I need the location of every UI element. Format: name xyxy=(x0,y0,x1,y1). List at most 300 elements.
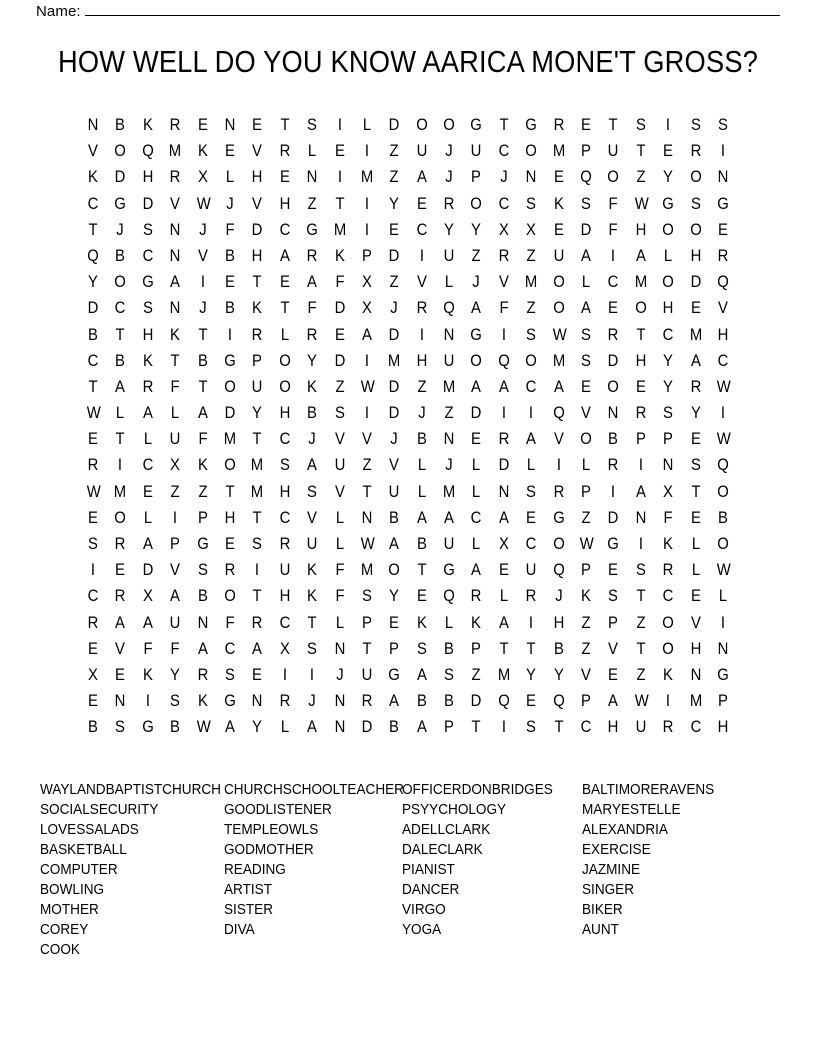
grid-cell[interactable]: J xyxy=(417,404,426,423)
grid-cell[interactable]: R xyxy=(471,587,482,606)
grid-cell[interactable]: H xyxy=(553,613,564,632)
grid-cell[interactable]: E xyxy=(608,665,619,684)
grid-cell[interactable]: L xyxy=(417,456,426,475)
grid-cell[interactable]: Y xyxy=(389,587,400,606)
grid-cell[interactable]: M xyxy=(442,377,456,396)
grid-cell[interactable]: C xyxy=(142,456,154,475)
grid-cell[interactable]: C xyxy=(498,194,510,213)
grid-cell[interactable]: S xyxy=(142,220,153,239)
word-list-item[interactable]: READING xyxy=(224,862,286,878)
grid-cell[interactable]: O xyxy=(525,351,538,370)
grid-cell[interactable]: R xyxy=(306,325,318,344)
grid-cell[interactable]: A xyxy=(416,718,427,737)
grid-cell[interactable]: Z xyxy=(444,404,454,423)
grid-cell[interactable]: R xyxy=(690,142,701,161)
grid-cell[interactable]: S xyxy=(526,325,537,344)
word-list-item[interactable]: MARYESTELLE xyxy=(582,802,681,818)
grid-cell[interactable]: E xyxy=(224,535,235,553)
grid-cell[interactable]: C xyxy=(580,718,592,737)
grid-cell[interactable]: J xyxy=(116,220,125,239)
word-list-item[interactable]: ALEXANDRIA xyxy=(582,822,668,838)
word-list-item[interactable]: ARTIST xyxy=(224,882,273,898)
grid-cell[interactable]: O xyxy=(717,535,729,553)
grid-cell[interactable]: X xyxy=(526,220,537,239)
grid-cell[interactable]: R xyxy=(169,116,181,134)
grid-cell[interactable]: K xyxy=(416,613,427,632)
grid-cell[interactable]: Z xyxy=(198,482,208,501)
grid-cell[interactable]: E xyxy=(389,220,400,239)
grid-cell[interactable]: R xyxy=(87,456,99,475)
grid-cell[interactable]: L xyxy=(472,535,481,553)
grid-cell[interactable]: N xyxy=(690,665,701,684)
grid-cell[interactable]: R xyxy=(717,246,729,265)
grid-cell[interactable]: G xyxy=(114,194,127,213)
grid-cell[interactable]: I xyxy=(529,404,534,423)
grid-cell[interactable]: W xyxy=(196,718,211,737)
grid-cell[interactable]: K xyxy=(581,587,591,606)
grid-cell[interactable]: I xyxy=(145,692,150,711)
grid-cell[interactable]: G xyxy=(470,325,483,344)
grid-cell[interactable]: M xyxy=(552,351,565,370)
grid-cell[interactable]: T xyxy=(608,116,618,134)
grid-cell[interactable]: J xyxy=(445,168,453,187)
grid-cell[interactable]: P xyxy=(471,168,482,187)
grid-cell[interactable]: C xyxy=(717,351,729,370)
grid-cell[interactable]: D xyxy=(361,718,373,737)
grid-cell[interactable]: N xyxy=(635,508,647,527)
grid-cell[interactable]: S xyxy=(690,116,701,134)
grid-cell[interactable]: O xyxy=(114,273,127,292)
grid-cell[interactable]: S xyxy=(718,116,728,134)
grid-cell[interactable]: D xyxy=(580,220,592,239)
grid-cell[interactable]: B xyxy=(416,430,427,449)
grid-cell[interactable]: L xyxy=(581,456,591,475)
grid-cell[interactable]: F xyxy=(225,220,235,239)
grid-cell[interactable]: O xyxy=(689,220,702,239)
grid-cell[interactable]: X xyxy=(361,299,372,318)
grid-cell[interactable]: O xyxy=(662,273,674,292)
grid-cell[interactable]: R xyxy=(525,587,537,606)
grid-cell[interactable]: O xyxy=(278,351,291,370)
grid-cell[interactable]: N xyxy=(361,508,373,527)
grid-cell[interactable]: C xyxy=(608,273,619,292)
grid-cell[interactable]: R xyxy=(197,665,208,684)
grid-cell[interactable]: I xyxy=(173,508,178,527)
grid-cell[interactable]: J xyxy=(554,587,563,606)
grid-cell[interactable]: R xyxy=(279,692,291,711)
grid-cell[interactable]: E xyxy=(334,142,345,161)
grid-cell[interactable]: A xyxy=(635,482,646,501)
grid-cell[interactable]: E xyxy=(416,194,427,213)
grid-cell[interactable]: P xyxy=(361,246,372,265)
grid-cell[interactable]: E xyxy=(663,142,674,161)
grid-cell[interactable]: L xyxy=(116,404,125,423)
grid-cell[interactable]: C xyxy=(416,220,428,239)
word-list-item[interactable]: CHURCHSCHOOLTEACHER xyxy=(224,782,404,798)
grid-cell[interactable]: I xyxy=(118,456,123,475)
grid-cell[interactable]: S xyxy=(526,718,537,737)
grid-cell[interactable]: S xyxy=(334,404,345,423)
grid-cell[interactable]: V xyxy=(197,246,208,265)
grid-cell[interactable]: T xyxy=(362,482,372,501)
grid-cell[interactable]: V xyxy=(718,299,728,318)
grid-cell[interactable]: C xyxy=(87,351,99,370)
grid-cell[interactable]: F xyxy=(170,377,180,396)
grid-cell[interactable]: D xyxy=(388,116,400,134)
grid-cell[interactable]: I xyxy=(364,194,369,213)
grid-cell[interactable]: A xyxy=(416,665,427,684)
grid-cell[interactable]: J xyxy=(390,299,399,318)
grid-cell[interactable]: U xyxy=(608,142,619,161)
grid-cell[interactable]: Y xyxy=(526,665,537,684)
grid-cell[interactable]: E xyxy=(252,116,263,134)
grid-cell[interactable]: A xyxy=(307,456,318,475)
grid-cell[interactable]: N xyxy=(169,220,181,239)
word-list-item[interactable]: BIKER xyxy=(582,902,623,918)
grid-cell[interactable]: U xyxy=(443,351,455,370)
grid-cell[interactable]: I xyxy=(611,482,616,501)
grid-cell[interactable]: T xyxy=(198,325,208,344)
grid-cell[interactable]: J xyxy=(308,430,316,449)
grid-cell[interactable]: V xyxy=(252,142,263,161)
grid-cell[interactable]: O xyxy=(552,273,565,292)
grid-cell[interactable]: G xyxy=(443,561,455,580)
grid-cell[interactable]: R xyxy=(635,404,647,423)
grid-cell[interactable]: E xyxy=(635,377,646,396)
grid-cell[interactable]: K xyxy=(663,665,674,684)
grid-cell[interactable]: D xyxy=(224,404,236,423)
grid-cell[interactable]: E xyxy=(553,168,564,187)
grid-cell[interactable]: R xyxy=(251,613,263,632)
grid-cell[interactable]: T xyxy=(115,325,125,344)
grid-cell[interactable]: A xyxy=(279,246,290,265)
grid-cell[interactable]: I xyxy=(501,718,506,737)
grid-cell[interactable]: A xyxy=(307,273,318,292)
grid-cell[interactable]: H xyxy=(635,220,647,239)
grid-cell[interactable]: O xyxy=(415,116,428,134)
grid-cell[interactable]: V xyxy=(361,430,372,449)
grid-cell[interactable]: R xyxy=(115,587,126,606)
word-list-item[interactable]: BOWLING xyxy=(40,882,105,898)
grid-cell[interactable]: H xyxy=(416,351,428,370)
grid-cell[interactable]: G xyxy=(717,665,729,684)
grid-cell[interactable]: I xyxy=(666,692,671,711)
grid-cell[interactable]: F xyxy=(225,613,235,632)
grid-cell[interactable]: D xyxy=(115,168,126,187)
grid-cell[interactable]: X xyxy=(663,482,674,501)
grid-cell[interactable]: T xyxy=(417,561,427,580)
grid-cell[interactable]: A xyxy=(498,613,509,632)
grid-cell[interactable]: U xyxy=(471,142,482,161)
grid-cell[interactable]: N xyxy=(197,613,208,632)
grid-cell[interactable]: H xyxy=(690,639,701,658)
grid-cell[interactable]: A xyxy=(361,325,372,344)
grid-cell[interactable]: C xyxy=(279,613,291,632)
grid-cell[interactable]: C xyxy=(662,587,674,606)
grid-cell[interactable]: H xyxy=(251,246,263,265)
grid-cell[interactable]: O xyxy=(552,299,565,318)
grid-cell[interactable]: K xyxy=(307,377,318,396)
grid-cell[interactable]: B xyxy=(197,351,208,370)
grid-cell[interactable]: T xyxy=(636,142,646,161)
grid-cell[interactable]: V xyxy=(608,639,619,658)
grid-cell[interactable]: C xyxy=(224,639,236,658)
grid-cell[interactable]: S xyxy=(444,665,455,684)
grid-cell[interactable]: V xyxy=(416,273,427,292)
grid-cell[interactable]: R xyxy=(608,456,619,475)
grid-cell[interactable]: K xyxy=(142,665,153,684)
grid-cell[interactable]: T xyxy=(362,639,372,658)
grid-cell[interactable]: D xyxy=(388,377,400,396)
grid-cell[interactable]: T xyxy=(691,482,701,501)
grid-cell[interactable]: E xyxy=(115,561,126,580)
grid-cell[interactable]: M xyxy=(168,142,182,161)
grid-cell[interactable]: D xyxy=(690,273,701,292)
grid-cell[interactable]: R xyxy=(87,613,99,632)
grid-cell[interactable]: Z xyxy=(471,665,482,684)
word-list-item[interactable]: SISTER xyxy=(224,902,274,918)
grid-cell[interactable]: I xyxy=(720,613,726,632)
word-list-item[interactable]: COOK xyxy=(40,942,80,958)
grid-cell[interactable]: P xyxy=(581,142,591,161)
grid-cell[interactable]: B xyxy=(444,639,455,658)
grid-cell[interactable]: O xyxy=(443,116,455,134)
grid-cell[interactable]: Y xyxy=(307,351,318,370)
grid-cell[interactable]: R xyxy=(361,692,373,711)
grid-cell[interactable]: L xyxy=(499,587,508,606)
grid-cell[interactable]: F xyxy=(608,220,618,239)
grid-cell[interactable]: Z xyxy=(334,377,345,396)
grid-cell[interactable]: I xyxy=(337,116,342,134)
grid-cell[interactable]: K xyxy=(170,325,181,344)
grid-cell[interactable]: U xyxy=(443,535,455,553)
grid-cell[interactable]: Z xyxy=(636,665,646,684)
word-list-item[interactable]: YOGA xyxy=(402,922,442,938)
grid-cell[interactable]: C xyxy=(498,142,510,161)
grid-cell[interactable]: L xyxy=(280,325,289,344)
grid-cell[interactable]: K xyxy=(142,351,153,370)
grid-cell[interactable]: L xyxy=(527,456,536,475)
grid-cell[interactable]: C xyxy=(87,587,99,606)
grid-cell[interactable]: C xyxy=(525,535,537,553)
grid-cell[interactable]: B xyxy=(718,508,728,527)
grid-cell[interactable]: Q xyxy=(443,587,455,606)
grid-cell[interactable]: D xyxy=(608,351,619,370)
grid-cell[interactable]: A xyxy=(581,299,591,318)
grid-cell[interactable]: V xyxy=(334,482,345,501)
grid-cell[interactable]: E xyxy=(224,142,235,161)
grid-cell[interactable]: V xyxy=(553,430,564,449)
grid-cell[interactable]: I xyxy=(501,404,506,423)
grid-cell[interactable]: O xyxy=(278,377,291,396)
grid-cell[interactable]: A xyxy=(635,246,646,265)
grid-cell[interactable]: R xyxy=(115,535,126,553)
grid-cell[interactable]: L xyxy=(280,718,289,737)
grid-cell[interactable]: N xyxy=(334,639,345,658)
grid-cell[interactable]: A xyxy=(553,377,564,396)
grid-cell[interactable]: E xyxy=(334,325,345,344)
grid-cell[interactable]: H xyxy=(717,718,729,737)
grid-cell[interactable]: X xyxy=(361,273,372,292)
grid-cell[interactable]: N xyxy=(443,430,455,449)
grid-cell[interactable]: N xyxy=(169,299,181,318)
grid-cell[interactable]: S xyxy=(581,325,591,344)
grid-cell[interactable]: E xyxy=(526,692,537,711)
grid-cell[interactable]: W xyxy=(634,692,649,711)
grid-cell[interactable]: L xyxy=(307,142,317,161)
grid-cell[interactable]: A xyxy=(471,561,482,580)
grid-cell[interactable]: D xyxy=(608,508,619,527)
grid-cell[interactable]: Z xyxy=(307,194,317,213)
grid-cell[interactable]: P xyxy=(663,430,674,449)
grid-cell[interactable]: N xyxy=(608,404,619,423)
grid-cell[interactable]: U xyxy=(443,246,455,265)
grid-cell[interactable]: S xyxy=(581,351,591,370)
grid-cell[interactable]: T xyxy=(334,194,345,213)
word-list-item[interactable]: EXERCISE xyxy=(582,842,651,858)
grid-cell[interactable]: W xyxy=(634,194,649,213)
grid-cell[interactable]: J xyxy=(500,168,508,187)
grid-cell[interactable]: Z xyxy=(581,508,591,527)
grid-cell[interactable]: Y xyxy=(252,404,263,423)
grid-cell[interactable]: J xyxy=(335,665,344,684)
grid-cell[interactable]: T xyxy=(280,116,290,134)
grid-cell[interactable]: Q xyxy=(87,246,99,265)
grid-cell[interactable]: L xyxy=(444,273,454,292)
grid-cell[interactable]: B xyxy=(115,351,126,370)
grid-cell[interactable]: U xyxy=(306,535,318,553)
grid-cell[interactable]: Z xyxy=(417,377,427,396)
grid-cell[interactable]: Y xyxy=(170,665,181,684)
grid-cell[interactable]: H xyxy=(635,351,647,370)
grid-cell[interactable]: I xyxy=(556,456,561,475)
grid-cell[interactable]: G xyxy=(142,718,154,737)
grid-cell[interactable]: Z xyxy=(636,613,646,632)
grid-cell[interactable]: G xyxy=(525,116,538,134)
grid-cell[interactable]: G xyxy=(306,220,318,239)
grid-cell[interactable]: Q xyxy=(142,142,154,161)
grid-cell[interactable]: W xyxy=(552,325,567,344)
grid-cell[interactable]: B xyxy=(197,587,208,606)
grid-cell[interactable]: S xyxy=(170,692,181,711)
grid-cell[interactable]: T xyxy=(554,718,564,737)
grid-cell[interactable]: E xyxy=(279,168,290,187)
grid-cell[interactable]: A xyxy=(389,535,400,553)
grid-cell[interactable]: N xyxy=(334,692,345,711)
grid-cell[interactable]: N xyxy=(251,692,263,711)
grid-cell[interactable]: V xyxy=(115,639,126,658)
grid-cell[interactable]: I xyxy=(200,273,205,292)
grid-cell[interactable]: Z xyxy=(526,299,536,318)
grid-cell[interactable]: B xyxy=(170,718,181,737)
grid-cell[interactable]: V xyxy=(170,194,181,213)
grid-cell[interactable]: N xyxy=(334,718,345,737)
word-list-item[interactable]: SOCIALSECURITY xyxy=(40,802,159,818)
grid-cell[interactable]: D xyxy=(388,246,400,265)
word-list-item[interactable]: WAYLANDBAPTISTCHURCH xyxy=(40,782,221,798)
grid-cell[interactable]: C xyxy=(662,325,674,344)
grid-cell[interactable]: Z xyxy=(389,273,399,292)
grid-cell[interactable]: O xyxy=(224,456,236,475)
grid-cell[interactable]: F xyxy=(307,299,317,318)
grid-cell[interactable]: C xyxy=(279,430,291,449)
grid-cell[interactable]: G xyxy=(196,535,209,553)
word-search-grid[interactable] xyxy=(86,112,730,741)
grid-cell[interactable]: E xyxy=(690,587,701,606)
grid-cell[interactable]: O xyxy=(525,142,538,161)
grid-cell[interactable]: D xyxy=(471,404,482,423)
grid-cell[interactable]: M xyxy=(442,482,456,501)
grid-cell[interactable]: K xyxy=(252,299,263,318)
grid-cell[interactable]: K xyxy=(197,142,208,161)
grid-cell[interactable]: C xyxy=(142,246,154,265)
grid-cell[interactable]: A xyxy=(115,613,126,632)
grid-cell[interactable]: R xyxy=(608,325,619,344)
grid-cell[interactable]: E xyxy=(88,430,98,449)
grid-cell[interactable]: A xyxy=(498,508,509,527)
word-list-item[interactable]: PIANIST xyxy=(402,862,455,878)
grid-cell[interactable]: A xyxy=(170,587,181,606)
grid-cell[interactable]: M xyxy=(634,273,647,292)
grid-cell[interactable]: V xyxy=(252,194,263,213)
grid-cell[interactable]: H xyxy=(690,246,701,265)
grid-cell[interactable]: U xyxy=(388,482,400,501)
grid-cell[interactable]: H xyxy=(142,325,154,344)
grid-cell[interactable]: B xyxy=(115,116,126,134)
word-list-item[interactable]: DANCER xyxy=(402,882,460,898)
grid-cell[interactable]: S xyxy=(115,718,126,737)
grid-cell[interactable]: J xyxy=(445,456,453,475)
grid-cell[interactable]: S xyxy=(307,116,318,134)
grid-cell[interactable]: A xyxy=(416,168,427,187)
grid-cell[interactable]: M xyxy=(552,142,565,161)
grid-cell[interactable]: K xyxy=(197,456,208,475)
grid-cell[interactable]: A xyxy=(252,639,263,658)
grid-cell[interactable]: S xyxy=(526,482,537,501)
grid-cell[interactable]: L xyxy=(362,116,372,134)
grid-cell[interactable]: Q xyxy=(552,692,565,711)
grid-cell[interactable]: T xyxy=(307,613,317,632)
grid-cell[interactable]: O xyxy=(607,168,620,187)
grid-cell[interactable]: R xyxy=(251,325,263,344)
grid-cell[interactable]: D xyxy=(471,692,482,711)
grid-cell[interactable]: A xyxy=(608,692,619,711)
grid-cell[interactable]: D xyxy=(87,299,99,318)
grid-cell[interactable]: B xyxy=(416,692,427,711)
grid-cell[interactable]: I xyxy=(282,665,287,684)
grid-cell[interactable]: A xyxy=(389,692,400,711)
grid-cell[interactable]: M xyxy=(223,430,237,449)
grid-cell[interactable]: O xyxy=(388,561,401,580)
grid-cell[interactable]: F xyxy=(143,639,153,658)
grid-cell[interactable]: N xyxy=(115,692,126,711)
grid-cell[interactable]: Y xyxy=(663,377,674,396)
grid-cell[interactable]: E xyxy=(142,482,153,501)
grid-cell[interactable]: S xyxy=(142,299,153,318)
grid-cell[interactable]: M xyxy=(360,168,374,187)
grid-cell[interactable]: N xyxy=(306,168,318,187)
grid-cell[interactable]: G xyxy=(388,665,401,684)
grid-cell[interactable]: E xyxy=(581,116,591,134)
grid-cell[interactable]: U xyxy=(279,561,291,580)
grid-cell[interactable]: P xyxy=(471,639,482,658)
grid-cell[interactable]: S xyxy=(252,535,263,553)
grid-cell[interactable]: Y xyxy=(444,220,455,239)
grid-cell[interactable]: L xyxy=(444,613,454,632)
grid-cell[interactable]: P xyxy=(635,430,646,449)
grid-cell[interactable]: O xyxy=(114,142,127,161)
grid-cell[interactable]: T xyxy=(280,299,290,318)
